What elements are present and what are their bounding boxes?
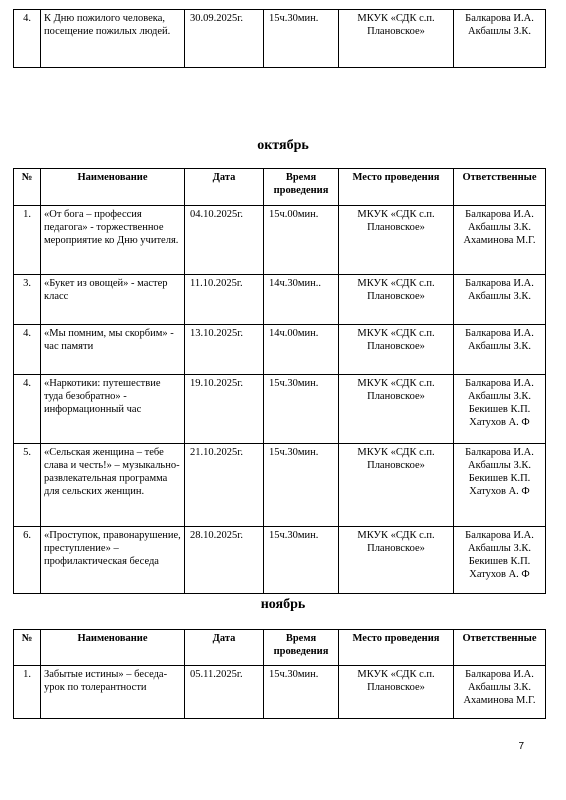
event-responsible: Балкарова И.А. Акбашлы З.К. Бекишев К.П. Хатухов А. Ф [454, 375, 546, 444]
event-responsible: Балкарова И.А. Акбашлы З.К. [454, 275, 546, 325]
event-responsible: Балкарова И.А. Акбашлы З.К. Бекишев К.П. Хатухов А. Ф [454, 527, 546, 594]
event-place: МКУК «СДК с.п. Плановское» [339, 375, 454, 444]
event-name: «Мы помним, мы скорбим» - час памяти [41, 325, 185, 375]
event-name: «Наркотики: путешествие туда безобратно» - информационный час [41, 375, 185, 444]
table-row [14, 275, 546, 325]
row-number: 1. [14, 666, 41, 719]
row-number: 5. [14, 444, 41, 527]
header-number: № [14, 169, 41, 206]
event-date: 21.10.2025г. [185, 444, 264, 527]
event-name: «Проступок, правонарушение, преступление» – профилактическая беседа [41, 527, 185, 594]
event-date: 05.11.2025г. [185, 666, 264, 719]
page-number: 7 [518, 741, 524, 752]
table-header-row [14, 169, 546, 206]
header-name: Наименование [41, 169, 185, 206]
event-date: 13.10.2025г. [185, 325, 264, 375]
table-header-row [14, 630, 546, 666]
event-name: К Дню пожилого человека, посещение пожилых людей. [41, 10, 185, 68]
table-row [14, 444, 546, 527]
event-place: МКУК «СДК с.п. Плановское» [339, 666, 454, 719]
event-responsible: Балкарова И.А. Акбашлы З.К. [454, 10, 546, 68]
event-place: МКУК «СДК с.п. Плановское» [339, 206, 454, 275]
event-time: 15ч.30мин. [264, 444, 339, 527]
month-heading-november: ноябрь [260, 597, 306, 612]
row-number: 4. [14, 10, 41, 68]
header-place: Место проведения [339, 630, 454, 666]
header-responsible: Ответственные [454, 169, 546, 206]
row-number: 1. [14, 206, 41, 275]
table-row [14, 325, 546, 375]
event-place: МКУК «СДК с.п. Плановское» [339, 325, 454, 375]
header-name: Наименование [41, 630, 185, 666]
event-time: 14ч.00мин. [264, 325, 339, 375]
table-row [14, 527, 546, 594]
table-row [14, 375, 546, 444]
top-table [13, 9, 546, 68]
event-name: «Букет из овощей» - мастер класс [41, 275, 185, 325]
event-date: 11.10.2025г. [185, 275, 264, 325]
event-name: Забытые истины» – беседа-урок по толерантности [41, 666, 185, 719]
event-name: «Сельская женщина – тебе слава и честь!» – музыкально-развлекательная программа для сельских женщин. [41, 444, 185, 527]
event-date: 28.10.2025г. [185, 527, 264, 594]
header-date: Дата [185, 169, 264, 206]
event-time: 15ч.30мин. [264, 527, 339, 594]
event-responsible: Балкарова И.А. Акбашлы З.К. Ахаминова М.Г. [454, 666, 546, 719]
header-number: № [14, 630, 41, 666]
event-place: МКУК «СДК с.п. Плановское» [339, 527, 454, 594]
october-table [13, 168, 546, 594]
row-number: 4. [14, 325, 41, 375]
event-date: 04.10.2025г. [185, 206, 264, 275]
event-name: «От бога – профессия педагога» - торжественное мероприятие ко Дню учителя. [41, 206, 185, 275]
row-number: 3. [14, 275, 41, 325]
event-time: 15ч.00мин. [264, 206, 339, 275]
header-date: Дата [185, 630, 264, 666]
header-responsible: Ответственные [454, 630, 546, 666]
event-place: МКУК «СДК с.п. Плановское» [339, 10, 454, 68]
event-time: 14ч.30мин.. [264, 275, 339, 325]
event-place: МКУК «СДК с.п. Плановское» [339, 275, 454, 325]
table-row [14, 666, 546, 719]
event-time: 15ч.30мин. [264, 666, 339, 719]
table-row [14, 10, 546, 68]
event-place: МКУК «СДК с.п. Плановское» [339, 444, 454, 527]
event-responsible: Балкарова И.А. Акбашлы З.К. Бекишев К.П. Хатухов А. Ф [454, 444, 546, 527]
header-time: Время проведения [264, 630, 339, 666]
header-time: Время проведения [264, 169, 339, 206]
month-heading-october: октябрь [257, 138, 309, 153]
row-number: 4. [14, 375, 41, 444]
november-table [13, 629, 546, 719]
event-date: 19.10.2025г. [185, 375, 264, 444]
event-time: 15ч.30мин. [264, 375, 339, 444]
row-number: 6. [14, 527, 41, 594]
event-responsible: Балкарова И.А. Акбашлы З.К. [454, 325, 546, 375]
header-place: Место проведения [339, 169, 454, 206]
event-responsible: Балкарова И.А. Акбашлы З.К. Ахаминова М.Г. [454, 206, 546, 275]
table-row [14, 206, 546, 275]
event-date: 30.09.2025г. [185, 10, 264, 68]
event-time: 15ч.30мин. [264, 10, 339, 68]
